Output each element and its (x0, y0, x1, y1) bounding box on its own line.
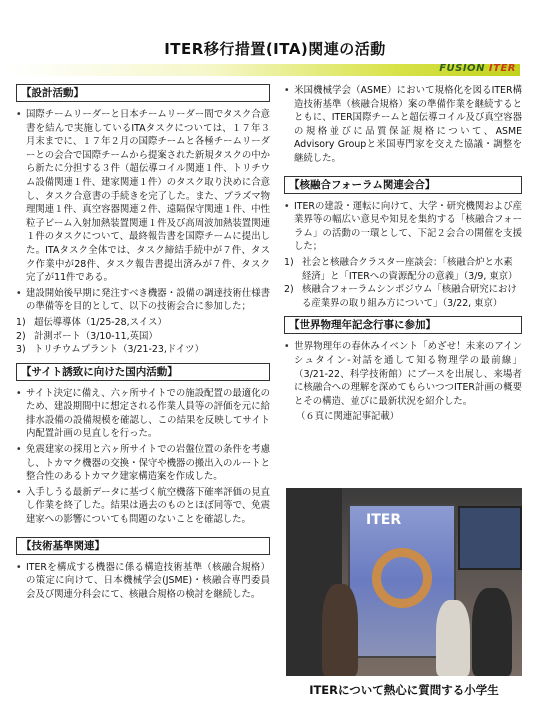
section-heading-design: 【設計活動】 (16, 84, 270, 102)
meeting-list (16, 316, 270, 357)
person (322, 584, 358, 676)
forum-list (284, 256, 522, 310)
booth-label: ITER (366, 512, 402, 528)
related-article-note: （６頁に関連記事記載） (296, 411, 400, 423)
list-item: 1) 超伝導導体（1/25-28,スイス） (16, 316, 167, 328)
bullet: • (16, 109, 22, 120)
tokamak-model (372, 548, 432, 608)
paragraph: • 国際チームリーダーと日本チームリーダー間でタスク合意書を結んで実施しているITAタスクについては、１７年３月末までに、１７年２月の国際チームと各極チームリーダーとの会合で国際チームから提案された新規タスクの中から新たに分担する３件（超伝導コイル関連１件、トリチウム設備関連１件、建家関連１件）のタスク取り決めに合意し、タスク合意書の手続きを完了した。また、プラズマ物理関連１件、真空容器関連２件、遠隔保守関連１件、中性粒子ビーム入射加熱装置関連１件及び高周波加熱装置関連１件のタスクについて、最終報告書を国際チームに提出した。ITAタスク全体では、タスク締結手続中が７件、タスク作業中が28件、タスク報告書提出済みが７件、タスク完了が11件である。 (16, 109, 270, 284)
section-heading-tech: 【技術基準関連】 (16, 537, 270, 555)
paragraph: • 入手しうる最新データに基づく航空機落下確率評価の見直し作業を終了した。結果は過去のものとほぼ同等で、免震建家への影響についても問題のないことを確認した。 (16, 486, 270, 526)
header-band (8, 64, 520, 76)
section-heading-site: 【サイト誘致に向けた国内活動】 (16, 363, 270, 381)
list-item: 2) 核融合フォーラムシンポジウム「核融合研究における産業界の取り組み方について」（3/22, 東京） (284, 284, 517, 309)
bullet: • (16, 287, 22, 299)
list-item: 3) トリチウムプラント（3/21-23,ドイツ） (16, 344, 204, 356)
section-heading-forum: 【核融合フォーラム関連会合】 (284, 176, 522, 194)
bullet: • (16, 387, 22, 399)
paragraph: • 建設開始後早期に発注すべき機器・設備の調達技術仕様書の準備等を目的として、以下の技術会合に参加した； (16, 287, 270, 313)
fusion-iter-logo: FUSION ITER (439, 63, 516, 74)
bullet: • (284, 200, 290, 212)
bullet: • (284, 85, 290, 96)
bullet: • (16, 444, 22, 456)
bullet: • (16, 561, 22, 573)
section-heading-wyp: 【世界物理年記念行事に参加】 (284, 316, 522, 334)
bullet: • (16, 486, 22, 498)
page-title: ITER移行措置(ITA)関連の活動 (164, 40, 386, 58)
left-column (16, 84, 270, 603)
paragraph: • 免震建家の採用と六ヶ所サイトでの岩盤位置の条件を考慮し、トカマク機器の交換・保守や機器の搬出入のルートと整合性のあるトカマク建家構造案を作成した。 (16, 444, 270, 483)
paragraph: • サイト決定に備え、六ヶ所サイトでの施設配置の最適化のため、建設期間中に想定される作業人員等の評価を元に給排水設備の設備規模を確認し、この結果を反映してサイト内配置計画の見直しを行った。 (16, 387, 270, 440)
paragraph: • 世界物理年の春休みイベント「めざせ！未来のアインシュタイン-対話を通して知る物理学の最前線」（3/21-22、科学技術館）にブースを出展し、来場者に核融合への理解を深めてもらいつつITER計画の概要とその構造、並びに最新状況を紹介した。 (284, 341, 522, 407)
list-item: 1) 社会と核融合クラスター座談会：「核融合炉と水素経済」と「ITERへの資源配分の意義」（3/9, 東京） (284, 256, 518, 282)
paragraph: • ITERの建設・運転に向けて、大学・研究機関および産業界等の幅広い意見や知見を集約する「核融合フォーラム」の活動の一環として、下記２会合の開催を支援した； (284, 200, 522, 253)
list-item: 2) 計測ポート（3/10-11,英国） (16, 330, 158, 342)
right-column (284, 84, 522, 426)
paragraph: • ITERを構成する機器に係る構造技術基準（核融合規格）の策定に向けて、日本機械学会(JSME)・核融合専門委員会及び関連分科会にて、核融合規格の検討を継続した。 (16, 561, 270, 600)
paragraph: • 米国機械学会（ASME）において規格化を図るITER構造技術基準（核融合規格）案の準備作業を継続するとともに、ITER国際チームと超伝導コイル及び真空容器の規格並びに品質保証規格について、ASME Advisory Groupと米国専門家を交えた協議・調整を継続した。 (284, 85, 522, 164)
display-screen (458, 506, 522, 570)
person (436, 600, 470, 676)
person (472, 588, 512, 676)
event-photo (286, 488, 522, 676)
photo-caption: ITERについて熱心に質問する小学生 (309, 683, 499, 697)
bullet: • (284, 341, 290, 353)
